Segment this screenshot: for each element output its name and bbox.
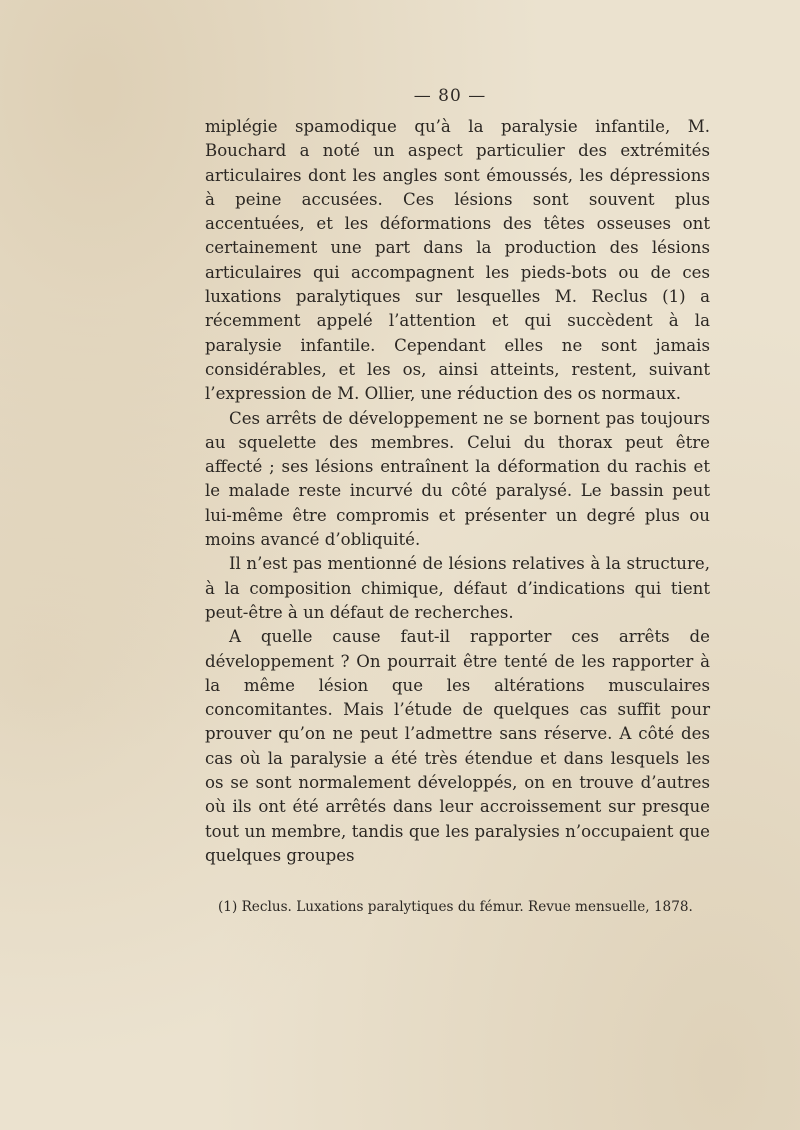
body-text xyxy=(205,115,710,868)
page-number: — 80 — xyxy=(413,86,487,106)
footnote-text: (1) Reclus. Luxations paralytiques du fémur. Revue mensuelle, 1878. xyxy=(218,899,693,915)
paragraph-lesions: Il n’est pas mentionné de lésions relatives à la structure, à la composition chimique, défaut d’indications qui tient peut-être à un défaut de recherches. xyxy=(205,554,710,622)
paragraph-continued: miplégie spamodique qu’à la paralysie infantile, M. Bouchard a noté un aspect particulier des extrémités articulaires dont les angles sont émoussés, les dépressions à peine accusées. Ces lésions sont souvent plus accentuées, et les déformations des têtes osseuses ont certainement une part dans la production des lésions articulaires qui accompagnent les pieds-bots ou de ces luxations paralytiques sur lesquelles M. Reclus (1) a récemment appelé l’attention et qui succèdent à la paralysie infantile. Cependant elles ne sont jamais considérables, et les os, ainsi atteints, restent, suivant l’expression de M. Ollier, une réduction des os normaux. xyxy=(205,117,710,404)
footnote xyxy=(198,897,712,918)
paragraph-arrets: Ces arrêts de développement ne se bornent pas toujours au squelette des membres. Celui du thorax peut être affecté ; ses lésions entraînent la déformation du rachis et le malade reste incurvé du côté paralysé. Le bassin peut lui-même être compromis et présenter un degré plus ou moins avancé d’obliquité. xyxy=(205,408,710,550)
paragraph-cause: A quelle cause faut-il rapporter ces arrêts de développement ? On pourrait être tenté de les rapporter à la même lésion que les altérations musculaires concomitantes. Mais l’étude de quelques cas suffit pour prouver qu’on ne peut l’admettre sans réserve. A côté des cas où la paralysie a été très étendue et dans lesquels les os se sont normalement développés, on en trouve d’autres où ils ont été arrêtés dans leur accroissement sur presque tout un membre, tandis que les paralysies n’occupaient que quelques groupes xyxy=(205,627,710,865)
